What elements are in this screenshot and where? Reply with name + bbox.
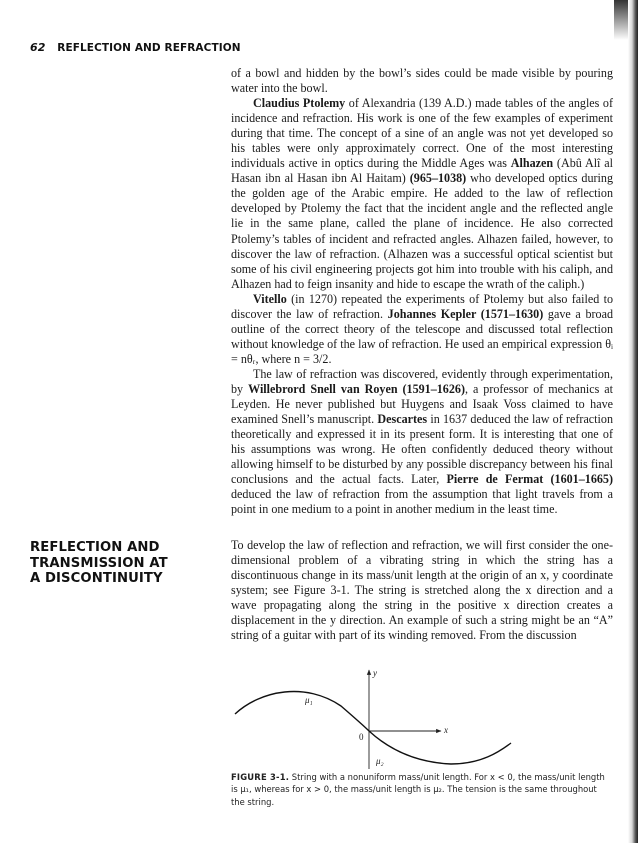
paragraph-text: (Abû Alî al Hasan ibn al Hasan ibn Al Haitam): [231, 156, 613, 186]
history-text-column: [231, 66, 613, 517]
running-head: [30, 41, 241, 54]
paragraph-text: of Alexandria (139 A.D.) made tables of the angles of incidence and refraction. His work is one of the few examples of experiment during that time. The concept of a sine of an angle was not yet developed so his tables were only approximately correct. One of the most interesting individuals active in optics during the Middle Ages was: [231, 96, 613, 171]
paragraph-text: gave a broad outline of the correct theory of the telescope and discussed total reflection without knowledge of the law of refraction. He used an empirical expression θᵢ = nθᵣ, where n = 3/2.: [231, 306, 613, 366]
string-wave: [235, 692, 511, 764]
section-heading: [30, 540, 210, 587]
running-head-title: REFLECTION AND REFRACTION: [57, 42, 241, 54]
mu2-label: μ₂: [376, 756, 384, 766]
section-heading-line: REFLECTION AND: [30, 540, 160, 555]
paragraph: [231, 367, 613, 517]
person-name: Claudius Ptolemy: [253, 96, 346, 111]
section-text-column: [231, 538, 613, 643]
caption-text: String with a nonuniform mass/unit length. For x < 0, the mass/unit length is μ₁, whereas for x > 0, the mass/unit length is μ₂. The tension is the same throughout the string.: [231, 772, 605, 807]
paragraph-text: deduced the law of refraction from the assumption that light travels from a point in one medium to a point in another medium in the least time.: [231, 487, 613, 517]
section-heading-line: A DISCONTINUITY: [30, 571, 163, 586]
x-axis-label: x: [444, 725, 448, 735]
paragraph: [231, 292, 613, 367]
paragraph: To develop the law of reflection and refraction, we will first consider the one-dimensional problem of a vibrating string in which the string has a discontinuous change in its mass/unit length at the origin of an x, y coordinate system; see Figure 3-1. The string is stretched along the x direction and a wave propagating along the string in the positive x direction creates a displacement in the y direction. An example of such a string might be an “A” string of a guitar with part of its winding removed. From the discussion: [231, 538, 613, 643]
paragraph-text: in 1637 deduced the law of refraction theoretically and expressed it in its present form. It is interesting that one of his assumptions was wrong. He often confidently deduced theory without allowing himself to be disturbed by any possible discrepancy between his final conclusions and the actual facts. Later,: [231, 412, 613, 487]
paragraph: of a bowl and hidden by the bowl’s sides could be made visible by pouring water into the bowl.: [231, 66, 613, 96]
string-diagram: [231, 664, 613, 772]
paragraph-text: The law of refraction was discovered, evidently through experimentation, by: [231, 366, 613, 396]
page-corner-shadow: [614, 0, 628, 40]
person-name: Descartes: [377, 412, 428, 427]
caption-label: FIGURE 3-1.: [231, 772, 290, 782]
section-heading-line: TRANSMISSION AT: [30, 555, 168, 571]
paragraph-text: , a professor of mechanics at Leyden. He never published but Huygens and Isaak Voss claimed to have examined Snell’s manuscript.: [231, 381, 613, 427]
person-name: Willebrord Snell van Royen (1591–1626): [248, 381, 465, 396]
page-number: 62: [30, 41, 46, 54]
person-name: Johannes Kepler (1571–1630): [387, 306, 544, 321]
person-name: Alhazen: [510, 156, 554, 171]
person-name: Vitello: [253, 291, 287, 306]
person-name: Pierre de Fermat (1601–1665): [446, 472, 613, 487]
page-edge-shadow: [628, 0, 638, 843]
paragraph-text: who developed optics during the golden age of the Arabic empire. He added to the law of reflection developed by Ptolemy the fact that the incident angle and the reflected angle lie in the same plane, called the plane of incidence. He also corrected Ptolemy’s tables of incident and refracted angles. Alhazen failed, however, to discover the law of refraction. (Alhazen was a successful optical scientist but some of his civil engineering projects got him into trouble with his caliph, and Alhazen had to feign insanity and hide to escape the wrath of the caliph.): [231, 171, 613, 291]
mu1-label: μ₁: [305, 695, 313, 705]
y-axis-label: y: [373, 668, 377, 678]
figure-3-1: [231, 664, 613, 772]
origin-label: 0: [359, 732, 364, 742]
paragraph: [231, 96, 613, 292]
figure-caption: [231, 771, 611, 808]
person-dates: (965–1038): [409, 171, 467, 186]
paragraph-text: (in 1270) repeated the experiments of Ptolemy but also failed to discover the law of refraction.: [231, 291, 613, 321]
